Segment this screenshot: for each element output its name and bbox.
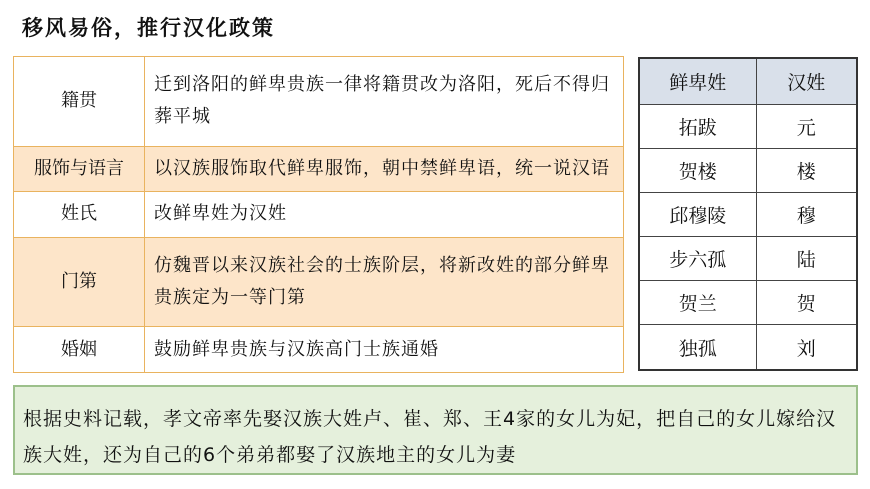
policy-category: 服饰与语言: [14, 146, 145, 192]
xianbei-surname: 贺楼: [639, 148, 756, 192]
surname-row: [639, 192, 857, 236]
xianbei-surname: 贺兰: [639, 281, 756, 325]
han-surname: 刘: [756, 325, 857, 370]
han-surname-header: 汉姓: [756, 58, 857, 104]
han-surname: 陆: [756, 237, 857, 281]
han-surname: 穆: [756, 192, 857, 236]
policy-row: [14, 192, 624, 238]
policy-category: 婚姻: [14, 327, 145, 373]
policy-row: [14, 237, 624, 327]
policy-description: 迁到洛阳的鲜卑贵族一律将籍贯改为洛阳，死后不得归葬平城: [145, 57, 624, 147]
policy-category: 籍贯: [14, 57, 145, 147]
policy-category: 姓氏: [14, 192, 145, 238]
policy-row: [14, 146, 624, 192]
xianbei-surname: 步六孤: [639, 237, 756, 281]
xianbei-surname: 拓跋: [639, 104, 756, 148]
han-surname: 楼: [756, 148, 857, 192]
han-surname: 贺: [756, 281, 857, 325]
policy-row: [14, 57, 624, 147]
policy-row: [14, 327, 624, 373]
policy-category: 门第: [14, 237, 145, 327]
surname-row: [639, 237, 857, 281]
surname-row: [639, 281, 857, 325]
han-surname: 元: [756, 104, 857, 148]
surname-table: [638, 57, 858, 371]
policy-table: [13, 56, 624, 373]
page-title: 移风易俗，推行汉化政策: [22, 15, 275, 40]
policy-description: 仿魏晋以来汉族社会的士族阶层，将新改姓的部分鲜卑贵族定为一等门第: [145, 237, 624, 327]
surname-row: [639, 325, 857, 370]
surname-row: [639, 104, 857, 148]
xianbei-surname: 邱穆陵: [639, 192, 756, 236]
policy-description: 鼓励鲜卑贵族与汉族高门士族通婚: [145, 327, 624, 373]
surname-row: [639, 148, 857, 192]
xianbei-surname-header: 鲜卑姓: [639, 58, 756, 104]
surname-header-row: [639, 58, 857, 104]
policy-description: 改鲜卑姓为汉姓: [145, 192, 624, 238]
policy-description: 以汉族服饰取代鲜卑服饰，朝中禁鲜卑语，统一说汉语: [145, 146, 624, 192]
historical-note: 根据史料记载，孝文帝率先娶汉族大姓卢、崔、郑、王4家的女儿为妃，把自己的女儿嫁给汉族大姓，还为自己的6个弟弟都娶了汉族地主的女儿为妻: [13, 385, 858, 475]
xianbei-surname: 独孤: [639, 325, 756, 370]
